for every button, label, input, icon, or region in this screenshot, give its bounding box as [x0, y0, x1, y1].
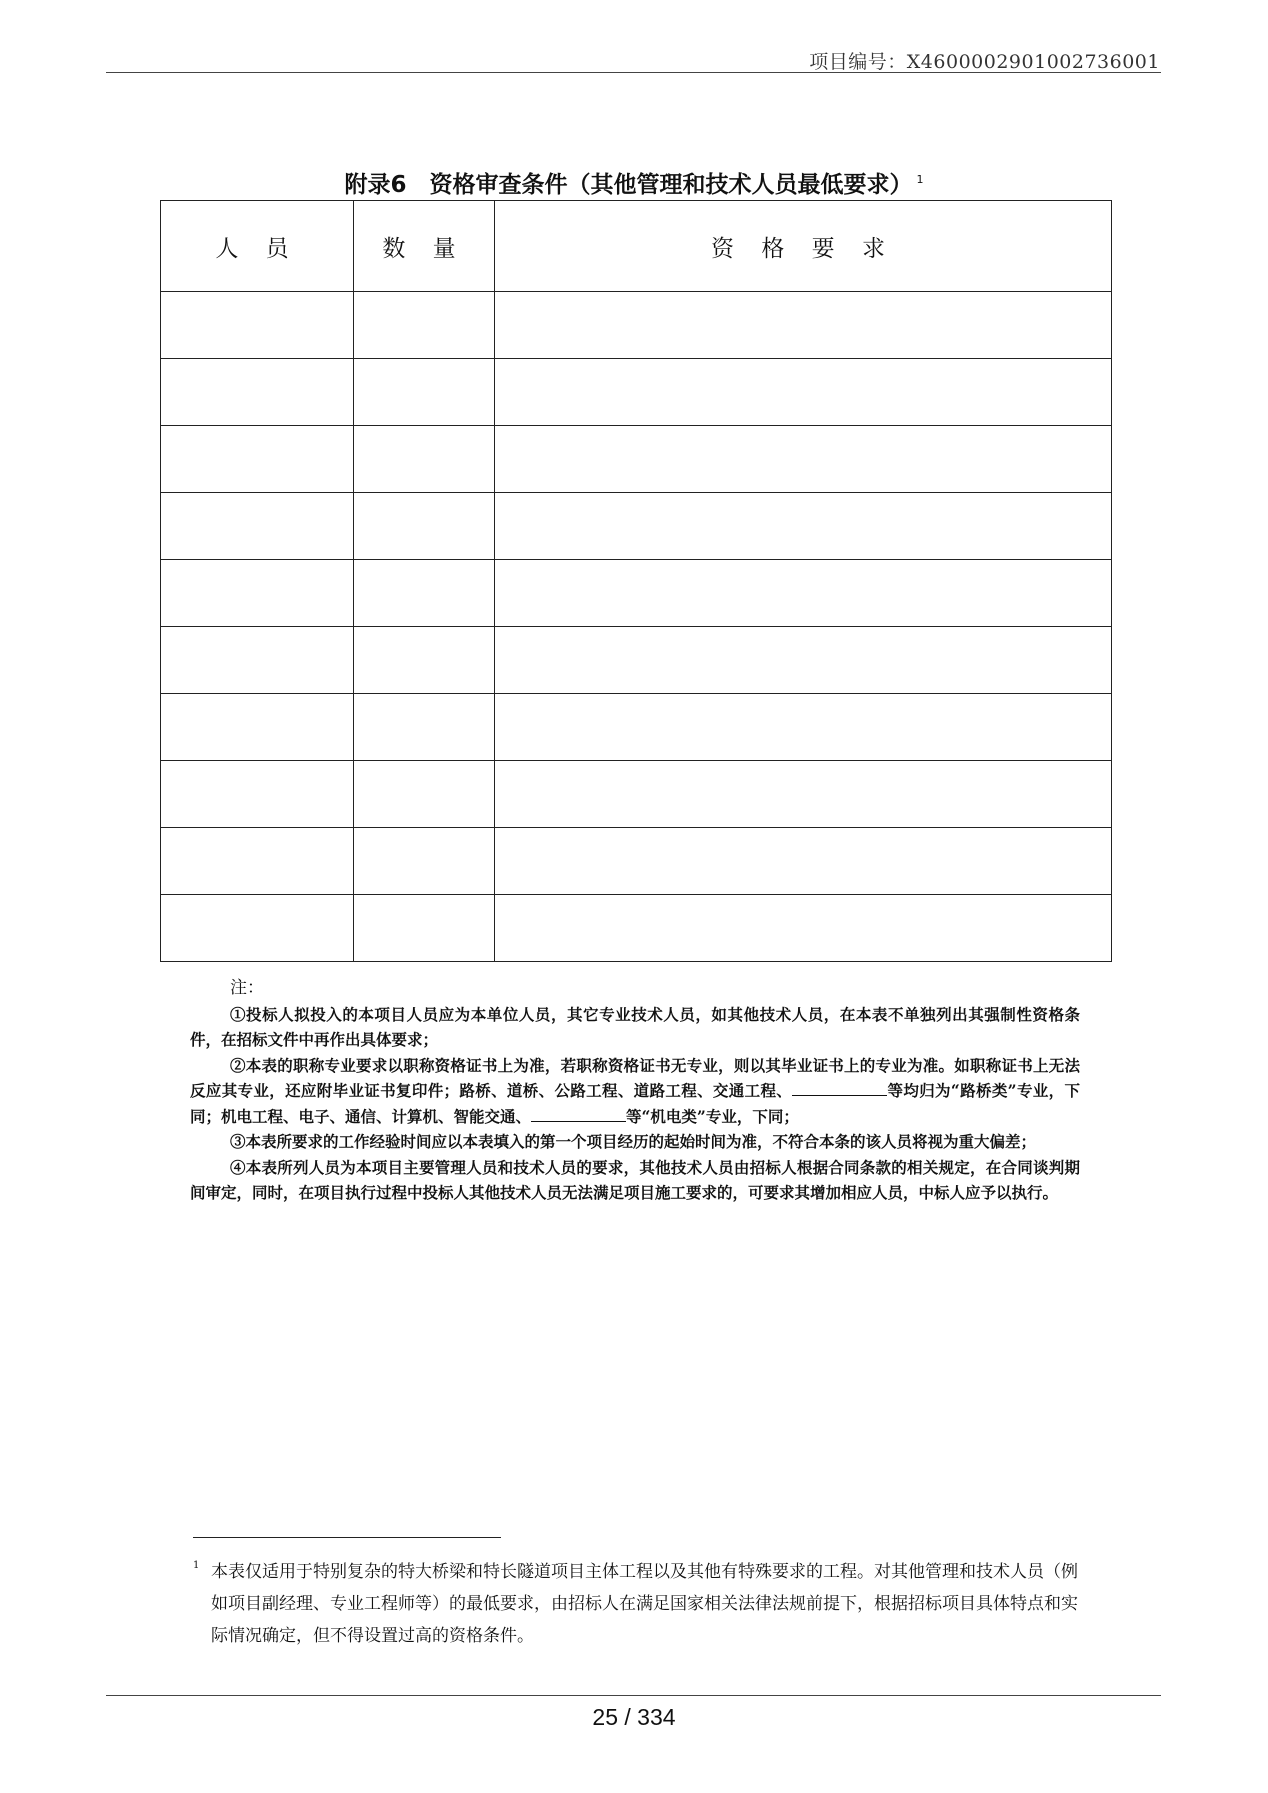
note-text: 等“机电类”专业，下同；: [626, 1106, 799, 1126]
footer-rule: [106, 1695, 1161, 1696]
note-item: ④本表所列人员为本项目主要管理人员和技术人员的要求，其他技术人员由招标人根据合同条款的相关规定，在合同谈判期间审定，同时，在项目执行过程中投标人其他技术人员无法满足项目施工要求的，可要求其增加相应人员，中标人应予以执行。: [190, 1157, 1080, 1202]
note-text: 等均归为“路桥类”专业，下同；机电工程、电子、通信、计算机、智能交通、: [190, 1081, 1080, 1126]
table-cell: [354, 694, 495, 761]
note-item: [190, 1053, 1080, 1130]
table-cell: [495, 426, 1112, 493]
note-item: ①投标人拟投入的本项目人员应为本单位人员，其它专业技术人员，如其他技术人员，在本表不单独列出其强制性资格条件，在招标文件中再作出具体要求；: [190, 1004, 1080, 1049]
note-text: ②本表的职称专业要求以职称资格证书上为准，若职称资格证书无专业，则以其毕业证书上的专业为准。如职称证书上无法反应其专业，还应附毕业证书复印件；路桥、道桥、公路工程、道路工程、交通工程、: [190, 1055, 1080, 1100]
table-cell: [161, 359, 354, 426]
project-number: 项目编号：X4600002901002736001: [809, 51, 1160, 73]
table-row: [161, 627, 1112, 694]
table-cell: [161, 828, 354, 895]
table-cell: [495, 828, 1112, 895]
table-row: [161, 359, 1112, 426]
table-cell: [354, 761, 495, 828]
table-row: [161, 493, 1112, 560]
table-cell: [495, 761, 1112, 828]
table-cell: [354, 895, 495, 962]
table-cell: [161, 493, 354, 560]
table-cell: [354, 627, 495, 694]
title-footnote-ref: 1: [916, 173, 924, 187]
table-cell: [354, 828, 495, 895]
table-body: [161, 292, 1112, 962]
fill-blank: [792, 1081, 887, 1096]
table-cell: [354, 560, 495, 627]
footnote-text: 本表仅适用于特别复杂的特大桥梁和特长隧道项目主体工程以及其他有特殊要求的工程。对其他管理和技术人员（例如项目副经理、专业工程师等）的最低要求，由招标人在满足国家相关法律法规前提下，根据招标项目具体特点和实际情况确定，但不得设置过高的资格条件。: [211, 1562, 1078, 1646]
table-cell: [354, 426, 495, 493]
table-cell: [354, 292, 495, 359]
note-item: ③本表所要求的工作经验时间应以本表填入的第一个项目经历的起始时间为准，不符合本条的该人员将视为重大偏差；: [230, 1132, 1037, 1151]
page-number: 25 / 334: [592, 1704, 676, 1730]
table-row: [161, 560, 1112, 627]
page-title: [0, 166, 1268, 199]
footnote-rule: [193, 1537, 501, 1538]
table-row: [161, 895, 1112, 962]
table-cell: [354, 359, 495, 426]
title-text: 附录6 资格审查条件（其他管理和技术人员最低要求）: [344, 172, 913, 198]
fill-blank: [531, 1107, 626, 1122]
table-cell: [495, 895, 1112, 962]
table-cell: [495, 359, 1112, 426]
table-row: [161, 426, 1112, 493]
table-cell: [495, 560, 1112, 627]
table-cell: [161, 694, 354, 761]
table-cell: [495, 627, 1112, 694]
table-row: [161, 694, 1112, 761]
table-cell: [161, 895, 354, 962]
table-cell: [354, 493, 495, 560]
header-requirements: 资 格 要 求: [495, 201, 1112, 292]
header-quantity: 数 量: [354, 201, 495, 292]
footnote: [193, 1556, 1083, 1652]
table-cell: [161, 627, 354, 694]
table-cell: [495, 493, 1112, 560]
qualification-table: [160, 200, 1112, 962]
table-row: [161, 761, 1112, 828]
header-personnel: 人 员: [161, 201, 354, 292]
table-row: [161, 292, 1112, 359]
table-row: [161, 828, 1112, 895]
table-header-row: [161, 201, 1112, 292]
notes-section: [190, 976, 1080, 1206]
footnote-marker: 1: [193, 1560, 200, 1571]
table-cell: [161, 292, 354, 359]
table-cell: [161, 761, 354, 828]
table-cell: [495, 292, 1112, 359]
table-cell: [161, 560, 354, 627]
table-cell: [495, 694, 1112, 761]
table-cell: [161, 426, 354, 493]
notes-label: 注：: [230, 978, 264, 998]
header-rule: [106, 72, 1161, 73]
